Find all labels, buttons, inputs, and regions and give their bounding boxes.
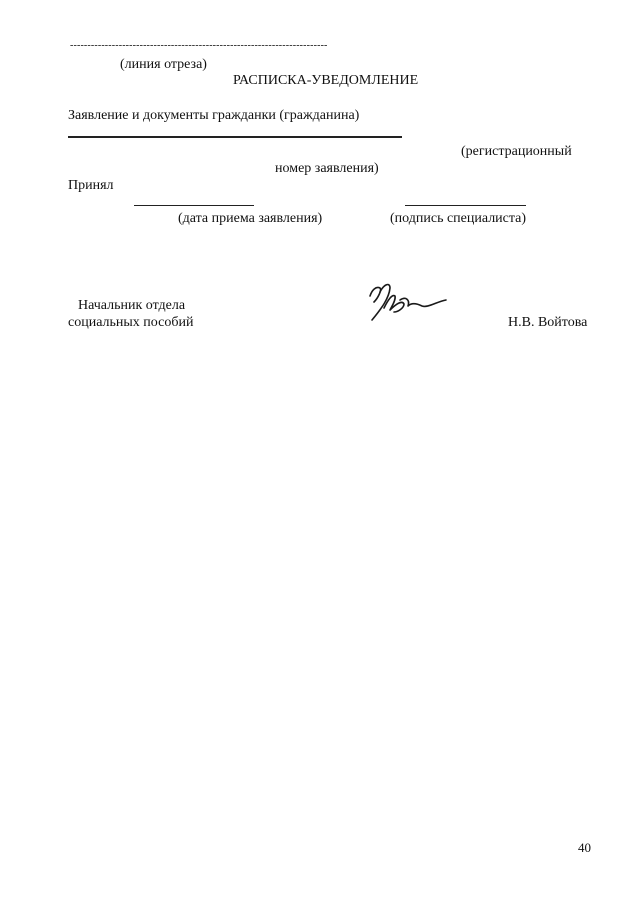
page-number: 40 bbox=[578, 840, 591, 855]
head-position-line-2: социальных пособий bbox=[68, 315, 194, 330]
head-name: Н.В. Войтова bbox=[508, 315, 588, 330]
registration-number-caption-2: номер заявления) bbox=[275, 161, 379, 176]
applicant-name-field-line bbox=[68, 136, 402, 138]
signature-caption: (подпись специалиста) bbox=[390, 211, 527, 226]
cut-line-label: (линия отреза) bbox=[120, 57, 207, 72]
date-field-line bbox=[134, 205, 254, 206]
specialist-signature-field-line bbox=[405, 205, 526, 206]
date-caption: (дата приема заявления) bbox=[178, 211, 323, 226]
receipt-title: РАСПИСКА-УВЕДОМЛЕНИЕ bbox=[233, 73, 419, 88]
registration-number-caption-1: (регистрационный bbox=[461, 144, 572, 159]
application-text: Заявление и документы гражданки (гражданина) bbox=[68, 108, 360, 123]
head-position-line-1: Начальник отдела bbox=[78, 298, 186, 313]
accepted-label: Принял bbox=[68, 178, 114, 193]
handwritten-signature-icon bbox=[362, 278, 450, 326]
cut-line-dashes: -------------------------------------------------------------------------- bbox=[70, 40, 328, 51]
